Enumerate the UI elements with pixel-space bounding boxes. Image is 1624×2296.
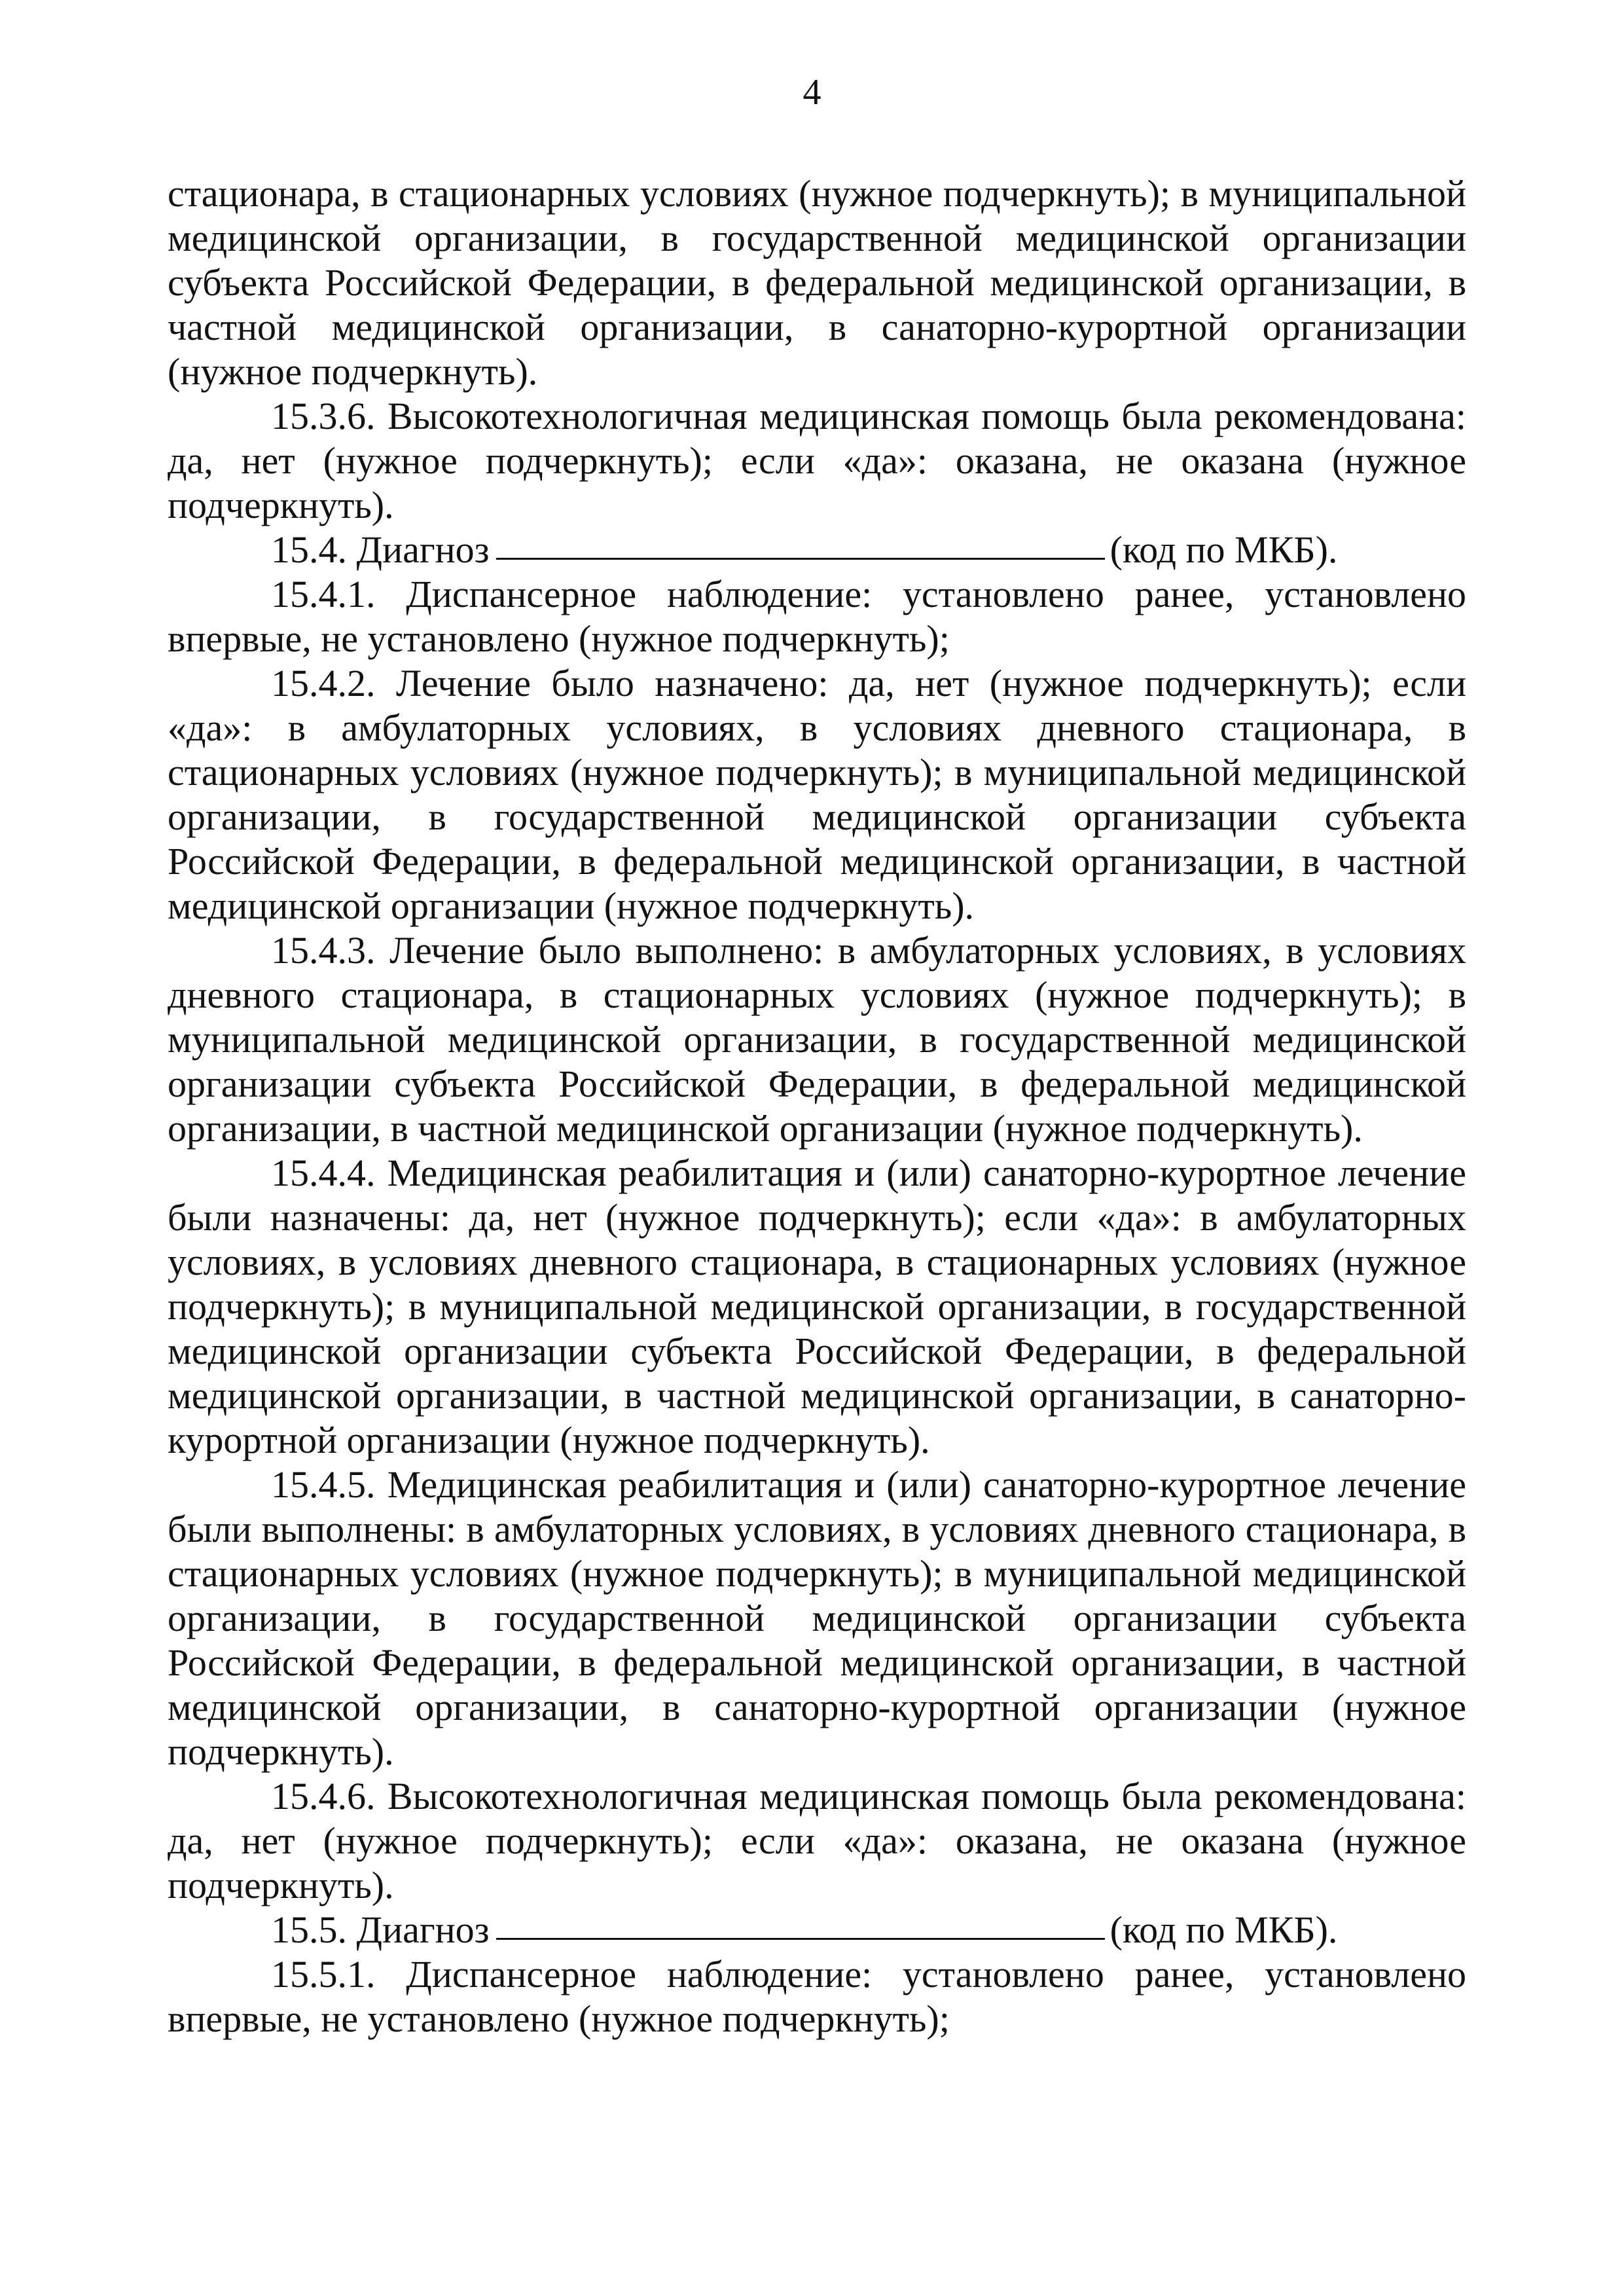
diagnosis-blank-field[interactable]: [496, 1937, 1105, 1940]
paragraph-15-4-3: 15.4.3. Лечение было выполнено: в амбулаторных условиях, в условиях дневного стационара, в стационарных условиях (нужное подчеркнуть); в муниципальной медицинской организации, в государственной медицинской организации субъекта Российской Федерации, в федеральной медицинской организации, в частной медицинской организации (нужное подчеркнуть).: [168, 929, 1466, 1150]
paragraph-15-4-4: 15.4.4. Медицинская реабилитация и (или) санаторно-курортное лечение были назначены: да, нет (нужное подчеркнуть); если «да»: в амбулаторных условиях, в условиях дневного стационара, в стационарных условиях (нужное подчеркнуть); в муниципальной медицинской организации, в государственной медицинской организации субъекта Российской Федерации, в федеральной медицинской организации, в частной медицинской организации, в санаторно-курортной организации (нужное подчеркнуть).: [168, 1152, 1466, 1461]
paragraph-15-3-6: 15.3.6. Высокотехнологичная медицинская помощь была рекомендована: да, нет (нужное подчеркнуть); если «да»: оказана, не оказана (нужное подчеркнуть).: [168, 395, 1466, 526]
paragraph-15-4-1: 15.4.1. Диспансерное наблюдение: установлено ранее, установлено впервые, не установлено (нужное подчеркнуть);: [168, 573, 1466, 660]
paragraph-15-4-6: 15.4.6. Высокотехнологичная медицинская помощь была рекомендована: да, нет (нужное подчеркнуть); если «да»: оказана, не оказана (нужное подчеркнуть).: [168, 1775, 1466, 1906]
diagnosis-label: 15.4. Диагноз: [271, 528, 490, 571]
paragraph-15-5-1: 15.5.1. Диспансерное наблюдение: установлено ранее, установлено впервые, не установлено (нужное подчеркнуть);: [168, 1953, 1466, 2040]
paragraph-15-4-5: 15.4.5. Медицинская реабилитация и (или) санаторно-курортное лечение были выполнены: в амбулаторных условиях, в условиях дневного стационара, в стационарных условиях (нужное подчеркнуть); в муниципальной медицинской организации, в государственной медицинской организации субъекта Российской Федерации, в федеральной медицинской организации, в частной медицинской организации, в санаторно-курортной организации (нужное подчеркнуть).: [168, 1463, 1466, 1773]
diagnosis-label: 15.5. Диагноз: [271, 1908, 490, 1951]
icd-code-label: (код по МКБ).: [1110, 1908, 1338, 1951]
paragraph-continuation: стационара, в стационарных условиях (нужное подчеркнуть); в муниципальной медицинской организации, в государственной медицинской организации субъекта Российской Федерации, в федеральной медицинской организации, в частной медицинской организации, в санаторно-курортной организации (нужное подчеркнуть).: [168, 172, 1466, 393]
paragraph-15-5-diagnosis: [168, 1908, 1466, 1952]
page-number: 4: [803, 72, 821, 113]
paragraph-15-4-2: 15.4.2. Лечение было назначено: да, нет (нужное подчеркнуть); если «да»: в амбулаторных условиях, в условиях дневного стационара, в стационарных условиях (нужное подчеркнуть); в муниципальной медицинской организации, в государственной медицинской организации субъекта Российской Федерации, в федеральной медицинской организации, в частной медицинской организации (нужное подчеркнуть).: [168, 662, 1466, 927]
icd-code-label: (код по МКБ).: [1110, 528, 1338, 571]
paragraph-15-4-diagnosis: [168, 528, 1466, 572]
document-body: [168, 172, 1466, 2041]
diagnosis-blank-field[interactable]: [496, 557, 1105, 560]
